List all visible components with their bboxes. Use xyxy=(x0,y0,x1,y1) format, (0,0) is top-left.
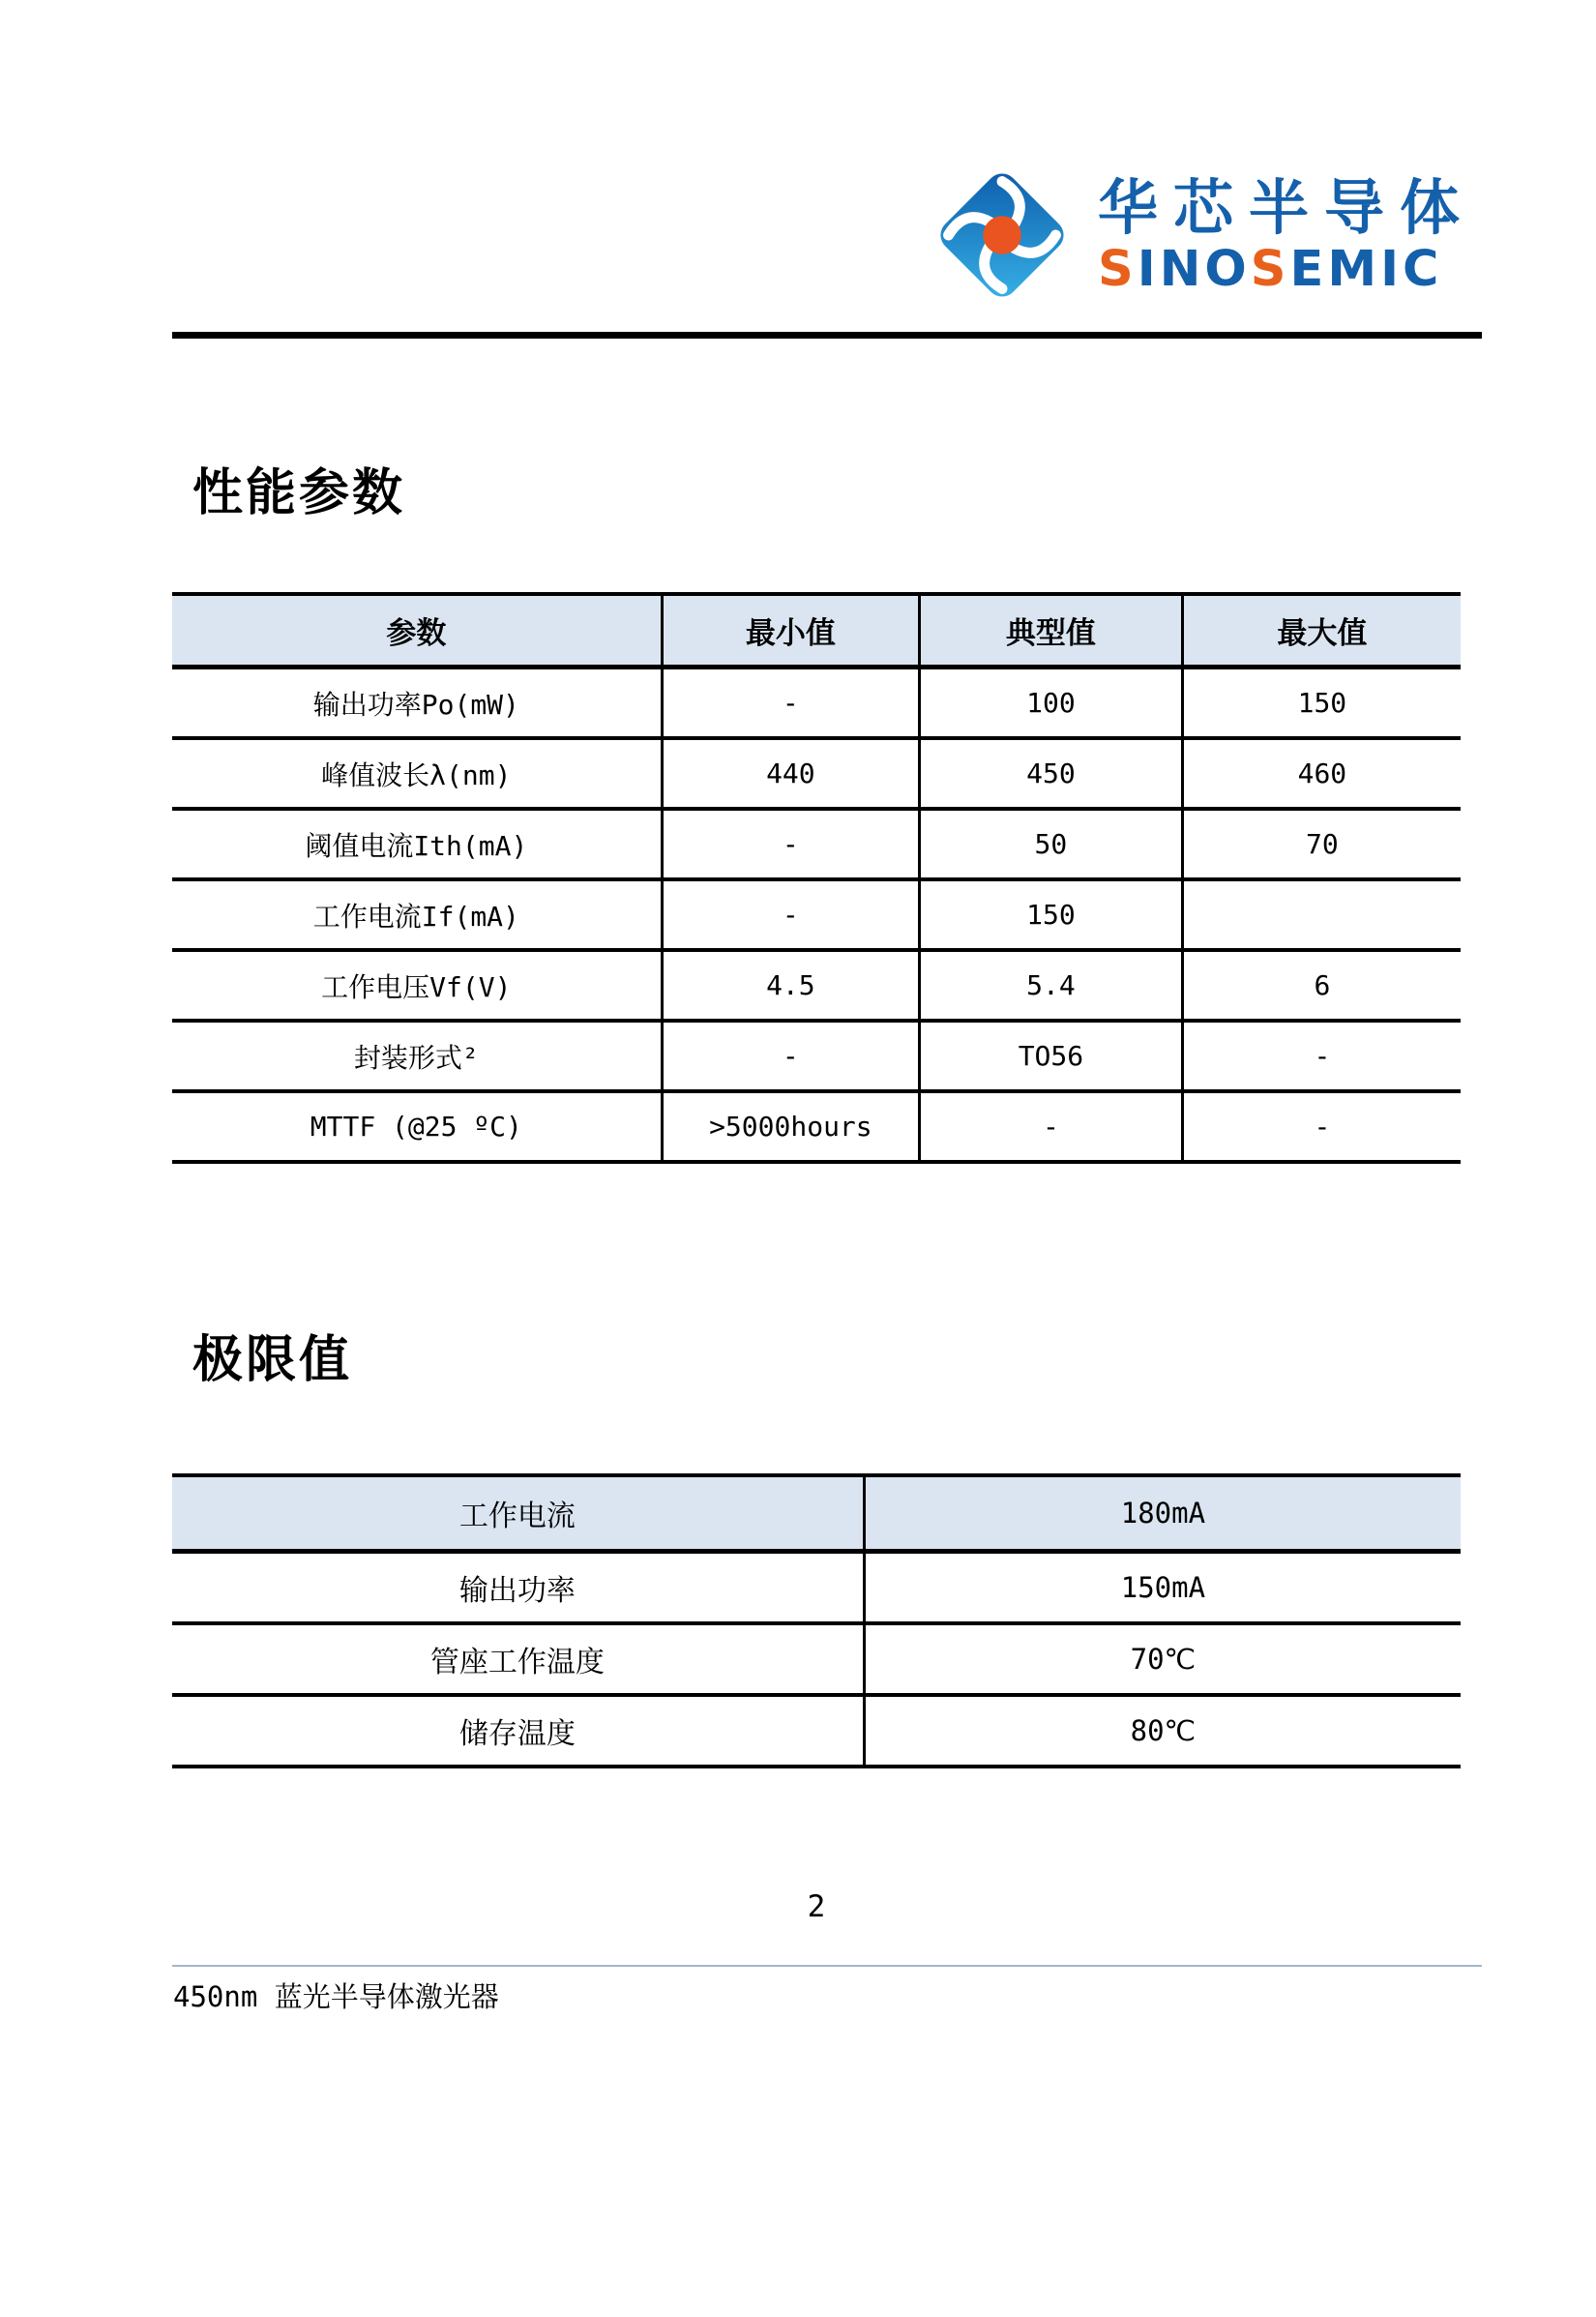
param-label: 输出功率Po(mW) xyxy=(172,668,662,739)
param-typ: 150 xyxy=(920,879,1183,950)
company-logo xyxy=(931,163,1475,308)
param-min: - xyxy=(662,668,919,739)
header-divider-rule xyxy=(172,332,1482,339)
table-header-row xyxy=(172,594,1461,668)
param-label: 封装形式² xyxy=(172,1021,662,1091)
limit-label: 储存温度 xyxy=(172,1695,864,1767)
footer-doc-title: 450nm 蓝光半导体激光器 xyxy=(173,1980,499,2013)
param-typ: TO56 xyxy=(920,1021,1183,1091)
limit-label: 工作电流 xyxy=(172,1475,864,1552)
param-label: 工作电压Vf(V) xyxy=(172,950,662,1021)
param-min: 440 xyxy=(662,738,919,809)
company-name-english xyxy=(1098,241,1475,298)
param-label: MTTF (@25 ºC) xyxy=(172,1091,662,1162)
logo-letter-s1: S xyxy=(1098,241,1138,298)
limit-label: 管座工作温度 xyxy=(172,1623,864,1695)
param-typ: 100 xyxy=(920,668,1183,739)
limit-value: 80℃ xyxy=(864,1695,1461,1767)
param-min: - xyxy=(662,809,919,879)
logo-letters-emic: EMIC xyxy=(1289,241,1443,298)
table-row xyxy=(172,1695,1461,1767)
table-row xyxy=(172,738,1461,809)
table-row xyxy=(172,1475,1461,1552)
company-name-chinese: 华芯半导体 xyxy=(1098,172,1476,243)
param-label: 阈值电流Ith(mA) xyxy=(172,809,662,879)
table-row xyxy=(172,809,1461,879)
param-typ: 50 xyxy=(920,809,1183,879)
limit-value: 70℃ xyxy=(864,1623,1461,1695)
logo-text xyxy=(1098,163,1476,298)
header-max: 最大值 xyxy=(1182,594,1461,668)
param-typ: 450 xyxy=(920,738,1183,809)
param-max: 150 xyxy=(1182,668,1461,739)
sinosemic-pinwheel-icon xyxy=(931,163,1073,308)
param-min: - xyxy=(662,879,919,950)
table-row xyxy=(172,1021,1461,1091)
table-row xyxy=(172,950,1461,1021)
table-row xyxy=(172,879,1461,950)
page-number: 2 xyxy=(807,1889,826,1924)
table-row xyxy=(172,1091,1461,1162)
footer-divider-line xyxy=(172,1965,1482,1967)
param-max: 6 xyxy=(1182,950,1461,1021)
logo-letters-ino: INO xyxy=(1137,241,1251,298)
param-label: 工作电流If(mA) xyxy=(172,879,662,950)
param-typ: - xyxy=(920,1091,1183,1162)
param-max: - xyxy=(1182,1091,1461,1162)
table-row xyxy=(172,668,1461,739)
table-row xyxy=(172,1623,1461,1695)
header-min: 最小值 xyxy=(662,594,919,668)
limits-table xyxy=(172,1473,1461,1768)
param-min: >5000hours xyxy=(662,1091,919,1162)
header-param: 参数 xyxy=(172,594,662,668)
param-max: - xyxy=(1182,1021,1461,1091)
param-min: 4.5 xyxy=(662,950,919,1021)
param-max xyxy=(1182,879,1461,950)
limit-value: 180mA xyxy=(864,1475,1461,1552)
param-min: - xyxy=(662,1021,919,1091)
limits-section-title: 极限值 xyxy=(192,1331,353,1389)
param-typ: 5.4 xyxy=(920,950,1183,1021)
performance-table xyxy=(172,592,1461,1164)
logo-letter-s2: S xyxy=(1250,241,1290,298)
param-max: 460 xyxy=(1182,738,1461,809)
header-typ: 典型值 xyxy=(920,594,1183,668)
limit-label: 输出功率 xyxy=(172,1552,864,1624)
param-max: 70 xyxy=(1182,809,1461,879)
performance-section-title: 性能参数 xyxy=(192,464,406,522)
table-row xyxy=(172,1552,1461,1624)
param-label: 峰值波长λ(nm) xyxy=(172,738,662,809)
limit-value: 150mA xyxy=(864,1552,1461,1624)
